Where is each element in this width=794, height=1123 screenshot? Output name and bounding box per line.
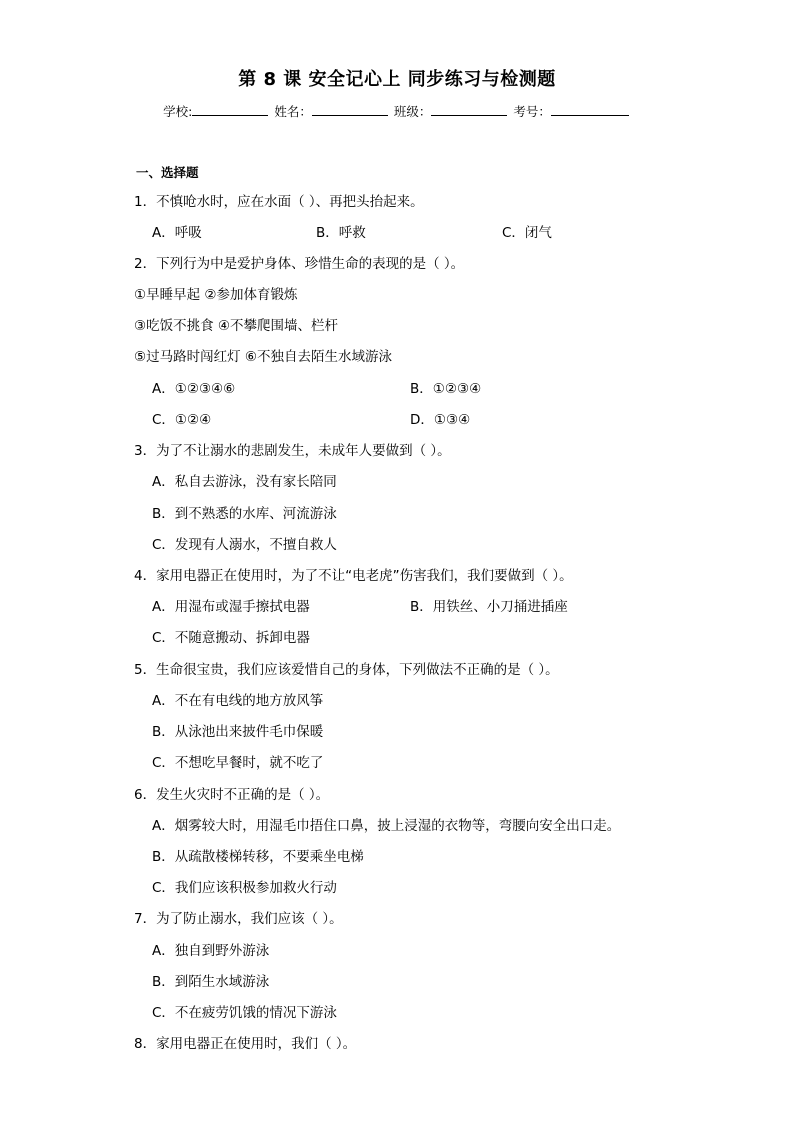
name-blank[interactable] — [312, 102, 388, 116]
question-2-option-c[interactable]: C．①②④ — [152, 412, 212, 428]
class-blank[interactable] — [431, 102, 507, 116]
question-3-option-a[interactable]: A．私自去游泳，没有家长陪同 — [152, 474, 337, 490]
question-5-option-c[interactable]: C．不想吃早餐时，就不吃了 — [152, 755, 324, 771]
question-4-stem: 4．家用电器正在使用时，为了不让“电老虎”伤害我们，我们要做到（ ）。 — [134, 568, 573, 584]
question-8-stem: 8．家用电器正在使用时，我们（ ）。 — [134, 1036, 357, 1052]
question-2-stem: 2．下列行为中是爱护身体、珍惜生命的表现的是（ ）。 — [134, 256, 465, 272]
question-6-option-a[interactable]: A．烟雾较大时，用湿毛巾捂住口鼻，披上浸湿的衣物等，弯腰向安全出口走。 — [152, 818, 621, 834]
question-3-stem: 3．为了不让溺水的悲剧发生，未成年人要做到（ ）。 — [134, 443, 451, 459]
question-1-stem: 1．不慎呛水时，应在水面（ ）、再把头抬起来。 — [134, 194, 424, 210]
question-4-option-c[interactable]: C．不随意搬动、拆卸电器 — [152, 630, 310, 646]
page-title: 第 8 课 安全记心上 同步练习与检测题 — [238, 69, 556, 90]
question-7-option-a[interactable]: A．独自到野外游泳 — [152, 943, 270, 959]
question-2-statement-2: ③吃饭不挑食 ④不攀爬围墙、栏杆 — [134, 318, 338, 334]
question-1-option-c[interactable]: C．闭气 — [502, 225, 552, 241]
question-5-stem: 5．生命很宝贵，我们应该爱惜自己的身体，下列做法不正确的是（ ）。 — [134, 662, 559, 678]
question-6-stem: 6．发生火灾时不正确的是（ ）。 — [134, 787, 330, 803]
school-blank[interactable] — [192, 102, 268, 116]
question-2-option-b[interactable]: B．①②③④ — [410, 381, 482, 397]
question-7-stem: 7．为了防止溺水，我们应该（ ）。 — [134, 911, 343, 927]
exam-no-label: 考号： — [513, 104, 551, 119]
question-1-option-a[interactable]: A．呼吸 — [152, 225, 202, 241]
question-2-statement-3: ⑤过马路时闯红灯 ⑥不独自去陌生水域游泳 — [134, 349, 392, 365]
question-7-option-b[interactable]: B．到陌生水域游泳 — [152, 974, 270, 990]
name-label: 姓名： — [274, 104, 312, 119]
student-info-line — [0, 102, 794, 122]
question-6-option-b[interactable]: B．从疏散楼梯转移，不要乘坐电梯 — [152, 849, 364, 865]
question-5-option-a[interactable]: A．不在有电线的地方放风筝 — [152, 693, 324, 709]
exam-no-blank[interactable] — [551, 102, 629, 116]
question-3-option-b[interactable]: B．到不熟悉的水库、河流游泳 — [152, 506, 337, 522]
question-2-option-a[interactable]: A．①②③④⑥ — [152, 381, 236, 397]
question-2-option-d[interactable]: D．①③④ — [410, 412, 471, 428]
question-2-statement-1: ①早睡早起 ②参加体育锻炼 — [134, 287, 298, 303]
question-6-option-c[interactable]: C．我们应该积极参加救火行动 — [152, 880, 337, 896]
class-label: 班级： — [393, 104, 432, 119]
question-7-option-c[interactable]: C．不在疲劳饥饿的情况下游泳 — [152, 1005, 337, 1021]
question-4-option-b[interactable]: B．用铁丝、小刀捅进插座 — [410, 599, 568, 615]
question-3-option-c[interactable]: C．发现有人溺水，不擅自救人 — [152, 537, 337, 553]
section-title: 一、选择题 — [136, 165, 199, 180]
question-4-option-a[interactable]: A．用湿布或湿手擦拭电器 — [152, 599, 310, 615]
school-label: 学校: — [163, 104, 193, 119]
question-1-option-b[interactable]: B．呼救 — [316, 225, 366, 241]
question-5-option-b[interactable]: B．从泳池出来披件毛巾保暖 — [152, 724, 324, 740]
